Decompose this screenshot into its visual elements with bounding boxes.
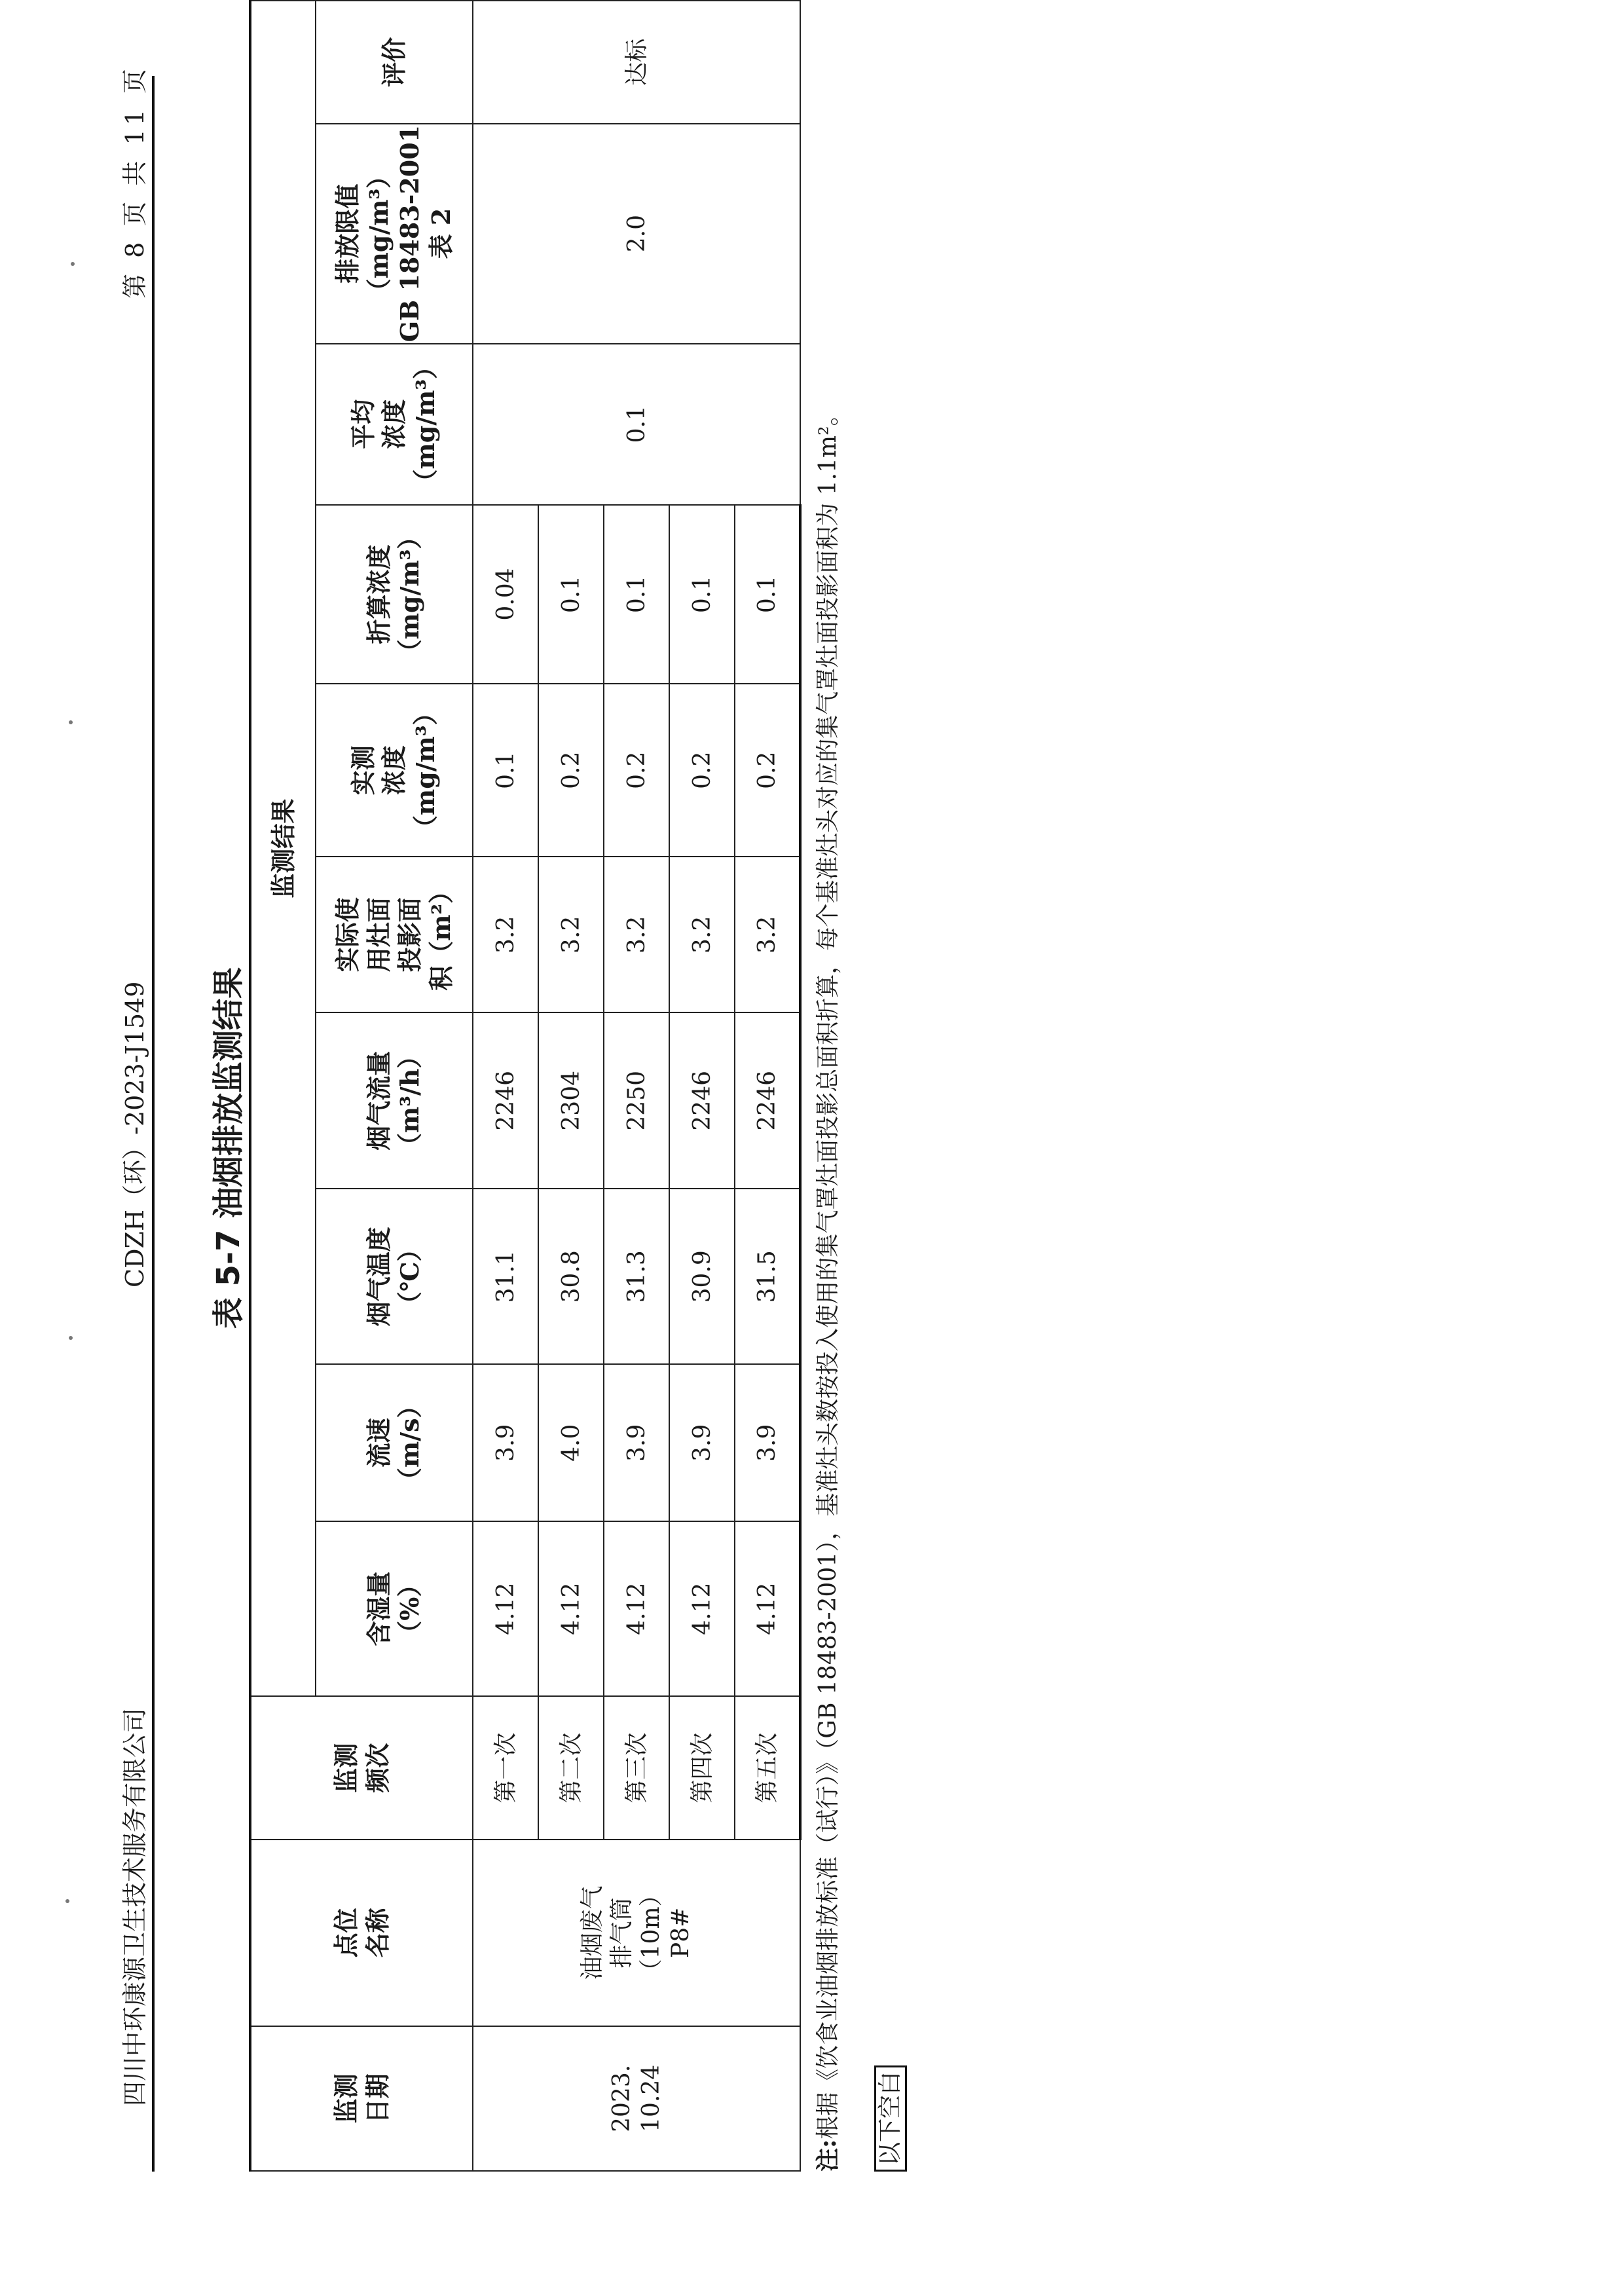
cell-moisture: 4.12: [473, 1521, 538, 1696]
cell-frequency: 第三次: [604, 1696, 669, 1840]
header-converted-conc: 折算浓度 （mg/m³）: [316, 505, 473, 684]
cell-converted: 0.1: [669, 505, 735, 684]
cell-area: 3.2: [669, 857, 735, 1012]
table-note: [812, 89, 844, 2172]
header-rule: [152, 76, 155, 2172]
header-average-conc: 平均 浓度 （mg/m³）: [316, 344, 473, 505]
emission-results-table: [249, 0, 802, 2172]
cell-velocity: 3.9: [669, 1364, 735, 1521]
header-date: 监测 日期: [250, 2026, 473, 2171]
cell-area: 3.2: [538, 857, 604, 1012]
cell-measured: 0.1: [473, 684, 538, 857]
cell-measured: 0.2: [538, 684, 604, 857]
scan-speck: [71, 262, 75, 266]
table-caption: 表 5-7 油烟排放监测结果: [210, 967, 247, 1329]
note-label: 注:: [814, 2139, 841, 2172]
cell-average: 0.1: [473, 344, 800, 505]
header-moisture: 含湿量 （%）: [316, 1521, 473, 1696]
header-evaluation: 评价: [316, 1, 473, 124]
cell-frequency: 第四次: [669, 1696, 735, 1840]
cell-frequency: 第一次: [473, 1696, 538, 1840]
cell-date: 2023. 10.24: [473, 2026, 800, 2171]
table-row: [473, 1, 538, 2171]
cell-measured: 0.2: [735, 684, 800, 857]
cell-converted: 0.04: [473, 505, 538, 684]
cell-flow: 2246: [735, 1012, 800, 1189]
cell-temperature: 30.8: [538, 1189, 604, 1364]
cell-evaluation: 达标: [473, 1, 800, 124]
cell-measured: 0.2: [669, 684, 735, 857]
cell-velocity: 3.9: [604, 1364, 669, 1521]
cell-area: 3.2: [604, 857, 669, 1012]
cell-area: 3.2: [735, 857, 800, 1012]
cell-frequency: 第二次: [538, 1696, 604, 1840]
header-velocity: 流速 （m/s）: [316, 1364, 473, 1521]
cell-velocity: 4.0: [538, 1364, 604, 1521]
scan-speck: [69, 1336, 73, 1340]
header-report-number: CDZH（环）-2023-J1549: [120, 981, 149, 1287]
scan-speck: [65, 1899, 69, 1903]
header-page-indicator: 第 8 页 共 11 页: [120, 65, 149, 299]
cell-temperature: 30.9: [669, 1189, 735, 1364]
header-point: 点位 名称: [250, 1840, 473, 2026]
cell-moisture: 4.12: [669, 1521, 735, 1696]
cell-converted: 0.1: [735, 505, 800, 684]
header-area: 实际使 用灶面 投影面 积（m²）: [316, 857, 473, 1012]
cell-temperature: 31.1: [473, 1189, 538, 1364]
header-frequency: 监测 频次: [250, 1696, 473, 1840]
cell-flow: 2250: [604, 1012, 669, 1189]
header-temperature: 烟气温度 （℃）: [316, 1189, 473, 1364]
cell-moisture: 4.12: [604, 1521, 669, 1696]
cell-measured: 0.2: [604, 684, 669, 857]
header-limit: 排放限值 （mg/m³） GB 18483-2001 表 2: [316, 124, 473, 344]
header-monitoring-results: 监测结果: [250, 1, 316, 1696]
header-flow: 烟气流量 （m³/h）: [316, 1012, 473, 1189]
header-measured-conc: 实测 浓度 （mg/m³）: [316, 684, 473, 857]
cell-flow: 2246: [669, 1012, 735, 1189]
cell-temperature: 31.5: [735, 1189, 800, 1364]
scan-speck: [69, 720, 73, 724]
note-text: 根据《饮食业油烟排放标准（试行）》（GB 18483-2001），基准灶头数按投入使用的集气罩灶面投影总面积折算，每个基准灶头对应的集气罩灶面投影面积为 1.1m²。: [815, 402, 841, 2139]
cell-moisture: 4.12: [735, 1521, 800, 1696]
cell-area: 3.2: [473, 857, 538, 1012]
cell-velocity: 3.9: [473, 1364, 538, 1521]
cell-temperature: 31.3: [604, 1189, 669, 1364]
end-of-content-marker: 以下空白: [874, 2065, 907, 2172]
cell-moisture: 4.12: [538, 1521, 604, 1696]
cell-converted: 0.1: [604, 505, 669, 684]
cell-converted: 0.1: [538, 505, 604, 684]
cell-velocity: 3.9: [735, 1364, 800, 1521]
header-company: 四川中环康源卫生技术服务有限公司: [120, 1707, 149, 2106]
cell-flow: 2304: [538, 1012, 604, 1189]
cell-point: 油烟废气 排气筒 （10m） P8#: [473, 1840, 800, 2026]
cell-frequency: 第五次: [735, 1696, 800, 1840]
cell-flow: 2246: [473, 1012, 538, 1189]
cell-limit: 2.0: [473, 124, 800, 344]
